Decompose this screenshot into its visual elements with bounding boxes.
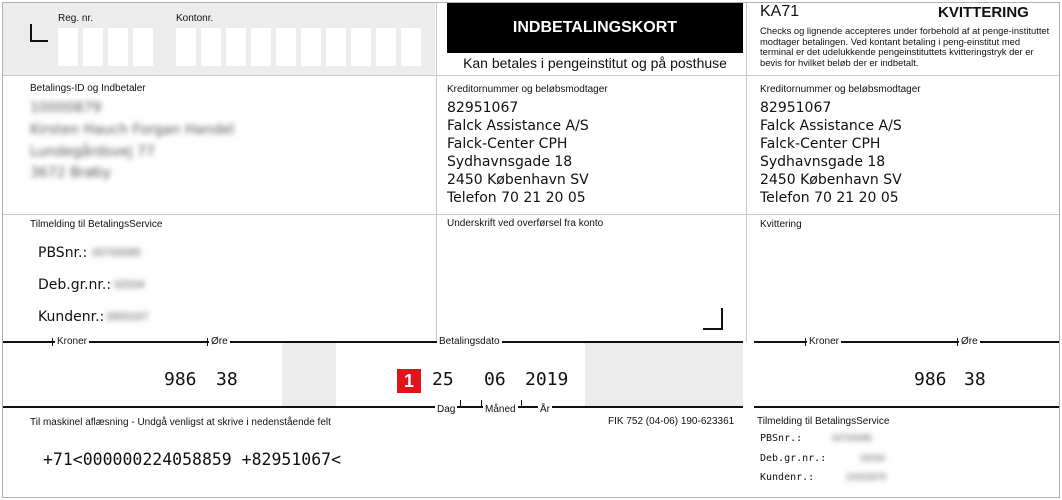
year-tick (521, 400, 522, 408)
kontonr-box[interactable] (226, 28, 246, 66)
receipt-note: Checks og lignende accepteres under forbehold af at penge-instituttet modtager betalingen. Ved kontant betaling i peng-einstitut med terminal er det udelukkende pengeinstituttets kvitteringstryk der er bevis for hvilket beløb der er indbetalt. (760, 25, 1050, 68)
receipt-kvittering-label: Kvittering (760, 219, 802, 230)
kontonr-box[interactable] (326, 28, 346, 66)
reg-nr-box[interactable] (108, 28, 128, 66)
amount-band-bottom-line (3, 406, 743, 408)
receipt-amount-band-line (754, 341, 1059, 343)
kontonr-box[interactable] (201, 28, 221, 66)
row-divider (3, 75, 1059, 76)
kontonr-box[interactable] (176, 28, 196, 66)
reg-nr-box[interactable] (133, 28, 153, 66)
day-label: Dag (437, 404, 456, 415)
signature-label: Underskrift ved overførsel fra konto (447, 218, 604, 229)
receipt-deb-label: Deb.gr.nr.: (760, 453, 827, 464)
receipt-kunde-label: Kundenr.: (760, 472, 815, 483)
kontonr-box[interactable] (351, 28, 371, 66)
slip-subtitle: Kan betales i pengeinstitut og på posthuse (463, 55, 727, 71)
kontonr-box[interactable] (301, 28, 321, 66)
creditor-city: 2450 København SV (447, 172, 589, 188)
row-divider (3, 214, 1059, 215)
year-label: År (540, 404, 550, 415)
deb-value: 02034 (114, 279, 145, 291)
payer-name: Kirsten Hauch Forgan Handel (30, 122, 235, 138)
reg-nr-label: Reg. nr. (58, 13, 94, 24)
receipt-title: KVITTERING (938, 4, 1029, 21)
receipt-pbs-value: 00700085 (832, 433, 873, 443)
column-divider (436, 3, 437, 342)
receipt-kroner-label: Kroner (809, 336, 840, 347)
column-divider (746, 3, 747, 342)
receipt-creditor-phone: Telefon 70 21 20 05 (760, 190, 899, 206)
creditor-label: Kreditornummer og beløbsmodtager (447, 84, 608, 95)
kroner-label: Kroner (57, 336, 88, 347)
receipt-creditor-street: Sydhavnsgade 18 (760, 154, 886, 170)
date-day: 25 (432, 369, 454, 390)
payer-label: Betalings-ID og Indbetaler (30, 83, 146, 94)
amount-gray-field (282, 343, 336, 406)
receipt-deb-value: 02034 (860, 453, 886, 463)
receipt-creditor-number: 82951067 (760, 100, 832, 116)
form-code: KA71 (760, 3, 800, 20)
kontonr-box[interactable] (251, 28, 271, 66)
payer-street: Lundegårdsvej 77 (30, 144, 156, 160)
deb-label: Deb.gr.nr.: (38, 277, 112, 293)
kontonr-box[interactable] (276, 28, 296, 66)
slip-title: INDBETALINGSKORT (447, 3, 743, 53)
receipt-amount-ore: 38 (964, 369, 986, 390)
receipt-ore-tick (957, 338, 958, 346)
date-badge: 1 (397, 369, 421, 393)
machine-read-label: Til maskinel aflæsning - Undgå venligst at skrive i nedenstående felt (30, 417, 331, 428)
creditor-name: Falck Assistance A/S (447, 118, 589, 134)
pbs-value: 00700085 (92, 247, 141, 259)
receipt-creditor-city: 2450 København SV (760, 172, 902, 188)
date-gray-field (585, 343, 743, 406)
kroner-tick (52, 338, 53, 346)
reg-nr-box[interactable] (58, 28, 78, 66)
service-label: Tilmelding til BetalingsService (30, 219, 163, 230)
fik-code: FIK 752 (04-06) 190-623361 (608, 416, 735, 427)
reg-nr-box[interactable] (83, 28, 103, 66)
receipt-creditor-label: Kreditornummer og beløbsmodtager (760, 84, 921, 95)
creditor-number: 82951067 (447, 100, 519, 116)
kunde-label: Kundenr.: (38, 309, 105, 325)
date-label: Betalingsdato (439, 336, 500, 347)
kontonr-box[interactable] (401, 28, 421, 66)
receipt-kroner-tick (805, 338, 806, 346)
creditor-street: Sydhavnsgade 18 (447, 154, 573, 170)
receipt-kunde-value: 10002879 (846, 472, 887, 482)
day-tick (460, 400, 461, 408)
receipt-amount-kroner: 986 (914, 369, 947, 390)
ore-label: Øre (211, 336, 228, 347)
month-tick (481, 400, 482, 408)
payer-city: 3672 Brøby (30, 165, 112, 181)
kontonr-label: Kontonr. (176, 13, 214, 24)
ore-tick (207, 338, 208, 346)
month-label: Måned (485, 404, 516, 415)
kunde-value: 2800167 (106, 311, 149, 323)
date-year: 2019 (525, 369, 569, 390)
receipt-service-label: Tilmelding til BetalingsService (757, 416, 890, 427)
creditor-phone: Telefon 70 21 20 05 (447, 190, 586, 206)
date-month: 06 (484, 369, 506, 390)
receipt-ore-label: Øre (961, 336, 978, 347)
receipt-band-bottom-line (754, 406, 1059, 408)
ocr-line: +71<000000224058859 +82951067< (43, 450, 342, 469)
kontonr-box[interactable] (376, 28, 396, 66)
corner-mark-top (30, 24, 48, 42)
amount-ore: 38 (216, 369, 238, 390)
signature-corner-mark (703, 308, 723, 330)
amount-kroner: 986 (164, 369, 197, 390)
payer-id: 10000879 (30, 100, 102, 116)
pbs-label: PBSnr.: (38, 245, 88, 261)
receipt-creditor-dept: Falck-Center CPH (760, 136, 881, 152)
receipt-pbs-label: PBSnr.: (760, 433, 803, 444)
receipt-creditor-name: Falck Assistance A/S (760, 118, 902, 134)
creditor-dept: Falck-Center CPH (447, 136, 568, 152)
